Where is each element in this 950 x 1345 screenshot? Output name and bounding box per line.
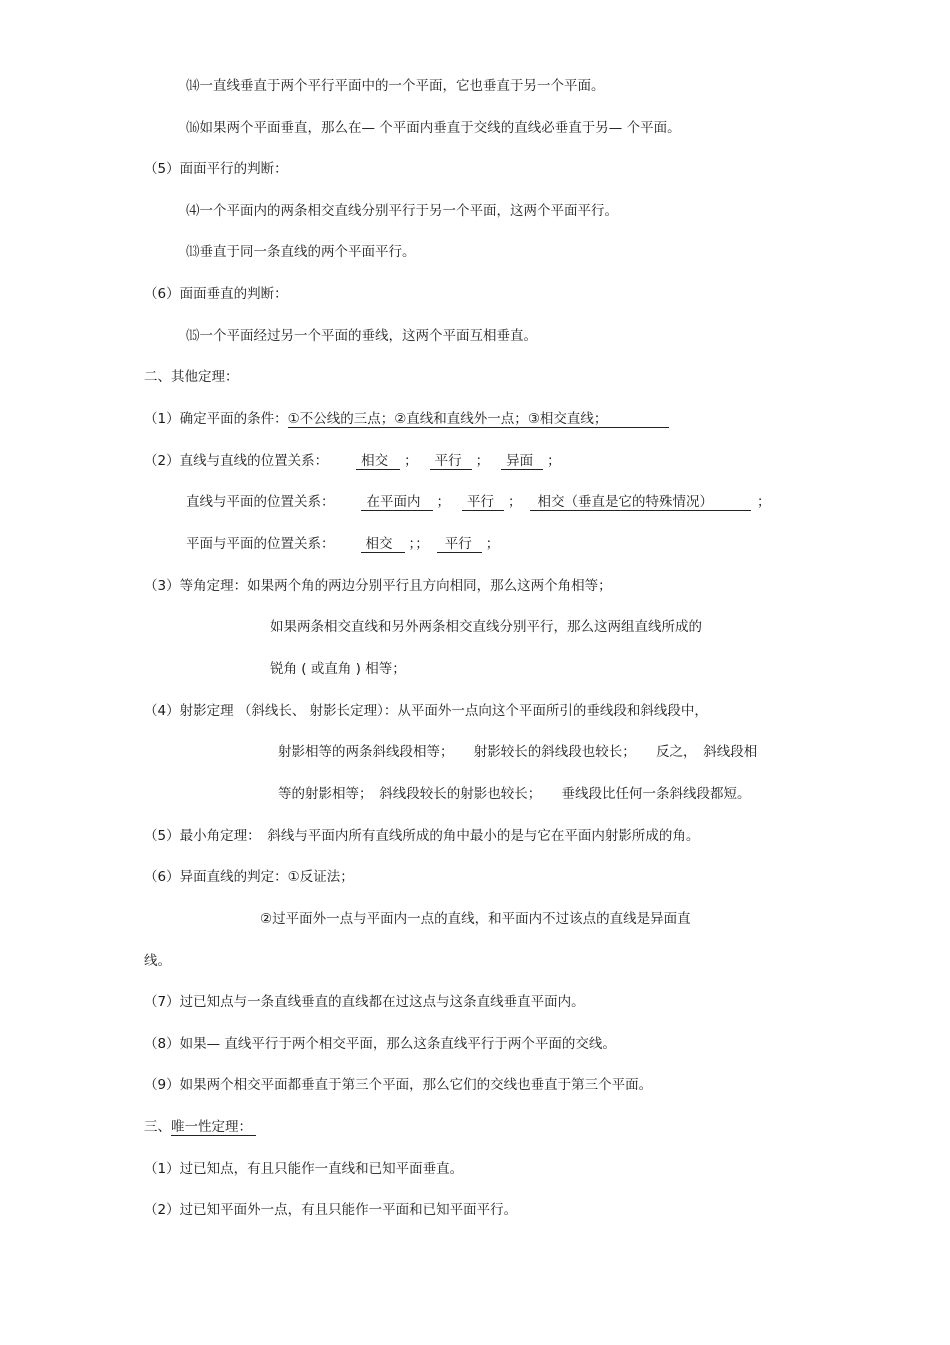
line-plane-answer-2: 平行 xyxy=(462,494,504,511)
separator: ；； xyxy=(408,536,429,552)
separator: ； xyxy=(475,453,490,469)
line-line-answer-1: 相交 xyxy=(356,453,400,470)
theorem-16: ⒃如果两个平面垂直，那么在— 个平面内垂直于交线的直线必垂直于另— 个平面。 xyxy=(186,120,681,136)
line-line-relations xyxy=(144,452,561,470)
condition-1: ①不公线的三点； xyxy=(287,411,395,427)
theorem-14: ⒁一直线垂直于两个平行平面中的一个平面，它也垂直于另一个平面。 xyxy=(186,78,605,94)
line-plane-relations xyxy=(186,493,771,511)
equal-angle-theorem-cont-2: 锐角 ( 或直角 ) 相等； xyxy=(270,661,406,677)
plane-plane-relations xyxy=(186,535,499,553)
theorem-9: （9）如果两个相交平面都垂直于第三个平面，那么它们的交线也垂直于第三个平面。 xyxy=(144,1077,653,1093)
plane-plane-answer-2: 平行 xyxy=(437,536,482,553)
separator: ； xyxy=(508,494,522,510)
separator: ； xyxy=(757,494,771,510)
separator: ； xyxy=(436,494,450,510)
separator: ； xyxy=(547,453,561,469)
section-other-theorems: 二、其他定理： xyxy=(144,369,239,385)
skew-lines-criteria: （6）异面直线的判定：①反证法； xyxy=(144,869,354,885)
theorem-13: ⒀垂直于同一条直线的两个平面平行。 xyxy=(186,244,416,260)
line-line-label: （2）直线与直线的位置关系： xyxy=(144,453,329,469)
plane-conditions-line xyxy=(144,410,669,428)
projection-theorem-cont-1: 射影相等的两条斜线段相等； 射影较长的斜线段也较长； 反之， 斜线段相 xyxy=(278,744,758,760)
skew-lines-criteria-2-cont: 线。 xyxy=(144,953,171,969)
uniqueness-theorem-2: （2）过已知平面外一点，有且只能作一平面和已知平面平行。 xyxy=(144,1202,518,1218)
minimum-angle-theorem: （5）最小角定理： 斜线与平面内所有直线所成的角中最小的是与它在平面内射影所成的角。 xyxy=(144,828,700,844)
heading-plane-perpendicular: （6）面面垂直的判断： xyxy=(144,286,288,302)
line-plane-answer-3: 相交（垂直是它的特殊情况） xyxy=(530,494,752,511)
theorem-8: （8）如果— 直线平行于两个相交平面，那么这条直线平行于两个平面的交线。 xyxy=(144,1036,616,1052)
uniqueness-theorem-1: （1）过已知点，有且只能作一直线和已知平面垂直。 xyxy=(144,1161,464,1177)
equal-angle-theorem-cont-1: 如果两条相交直线和另外两条相交直线分别平行，那么这两组直线所成的 xyxy=(270,619,702,635)
equal-angle-theorem: （3）等角定理：如果两个角的两边分别平行且方向相同，那么这两个角相等； xyxy=(144,578,612,594)
line-line-answer-2: 平行 xyxy=(430,453,472,470)
separator: ； xyxy=(404,453,418,469)
theorem-4: ⑷一个平面内的两条相交直线分别平行于另一个平面，这两个平面平行。 xyxy=(186,203,618,219)
section-title: 唯一性定理： xyxy=(171,1119,256,1136)
section-uniqueness-theorems xyxy=(144,1118,256,1136)
theorem-15: ⒂一个平面经过另一个平面的垂线，这两个平面互相垂直。 xyxy=(186,328,537,344)
line-plane-label: 直线与平面的位置关系： xyxy=(186,494,335,510)
section-number: 三、 xyxy=(144,1119,171,1135)
blank-underline xyxy=(607,411,669,428)
plane-conditions-label: （1）确定平面的条件： xyxy=(144,411,288,427)
condition-2: ②直线和直线外一点； xyxy=(394,411,528,427)
theorem-7: （7）过已知点与一条直线垂直的直线都在过这点与这条直线垂直平面内。 xyxy=(144,994,585,1010)
separator: ； xyxy=(485,536,500,552)
plane-plane-answer-1: 相交 xyxy=(361,536,405,553)
line-plane-answer-1: 在平面内 xyxy=(361,494,433,511)
projection-theorem-cont-2: 等的射影相等； 斜线段较长的射影也较长； 垂线段比任何一条斜线段都短。 xyxy=(278,786,751,802)
plane-plane-label: 平面与平面的位置关系： xyxy=(186,536,335,552)
line-line-answer-3: 异面 xyxy=(501,453,543,470)
skew-lines-criteria-2: ②过平面外一点与平面内一点的直线，和平面内不过该点的直线是异面直 xyxy=(260,911,691,927)
heading-plane-parallel: （5）面面平行的判断： xyxy=(144,161,288,177)
condition-3: ③相交直线； xyxy=(527,411,608,427)
projection-theorem: （4）射影定理 （斜线长、 射影长定理）：从平面外一点向这个平面所引的垂线段和斜线段中， xyxy=(144,703,708,719)
